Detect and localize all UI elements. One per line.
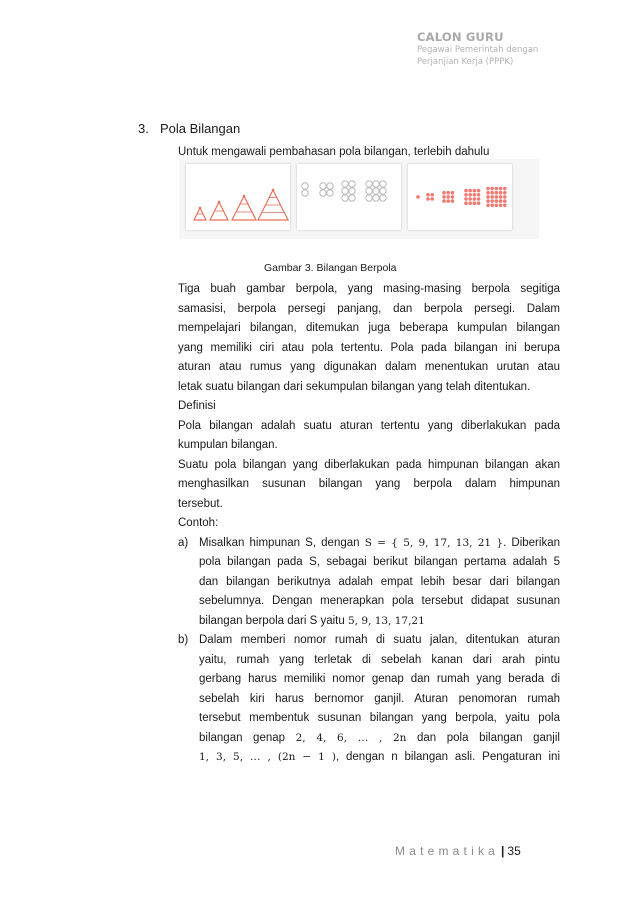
example-b-line: gerbang harus memiliki nomor genap dan rumah yang berada di xyxy=(199,673,560,685)
figure-caption: Gambar 3. Bilangan Berpola xyxy=(264,262,397,274)
triangle-pattern-image xyxy=(186,164,290,230)
text-span: genap xyxy=(253,731,286,744)
example-b-line xyxy=(178,748,560,768)
text-span: bilangan berpola dari S yaitu xyxy=(199,614,345,627)
definisi-label: Definisi xyxy=(178,400,216,412)
example-b-line xyxy=(178,729,560,749)
square-pattern-image xyxy=(408,164,512,230)
text-span: dengan xyxy=(346,751,385,763)
header-subtitle-line1: Pegawai Pemerintah dengan xyxy=(417,45,539,55)
text-span: bilangan xyxy=(404,751,448,763)
document-header xyxy=(417,30,617,68)
page-footer xyxy=(395,844,595,858)
example-a-line: sebelumnya. Dengan menerapkan pola tersebut didapat susunan xyxy=(199,595,560,607)
example-item-b xyxy=(178,631,560,768)
example-a-line: pola bilangan pada S, sebagai berikut bilangan pertama adalah 5 xyxy=(199,556,560,568)
header-subtitle-line2: Perjanjian Kerja (PPPK) xyxy=(417,57,514,67)
paragraph-line: menghasilkan susunan bilangan yang berpola dalam himpunan xyxy=(178,478,560,490)
text-span: . Diberikan xyxy=(503,536,560,549)
example-b-line: Dalam memberi nomor rumah di suatu jalan, ditentukan aturan xyxy=(199,634,560,646)
paragraph-1 xyxy=(178,280,560,397)
paragraph-line: aturan atau rumus yang digunakan dalam menentukan urutan atau xyxy=(178,361,560,373)
page-number: 35 xyxy=(507,844,521,858)
example-b-line: yaitu, rumah yang terletak di sebelah kanan dari arah pintu xyxy=(199,653,560,666)
text-span: n xyxy=(391,751,398,763)
math-odd-sequence: 1, 3, 5, … , (2n − 1 ) xyxy=(199,751,336,763)
paragraph-2 xyxy=(178,456,560,515)
definition-line: kumpulan bilangan. xyxy=(178,439,278,451)
footer-separator: | xyxy=(501,844,505,858)
text-span: pola xyxy=(446,731,469,744)
paragraph-line: tersebut. xyxy=(178,497,223,510)
example-a-line xyxy=(178,612,560,632)
section-heading xyxy=(138,121,240,136)
header-brand: CALON GURU xyxy=(417,30,504,44)
text-span: bilangan xyxy=(199,731,243,744)
body-text xyxy=(178,280,560,768)
paragraph-line: letak suatu bilangan dari sekumpulan bilangan yang telah ditentukan. xyxy=(178,380,531,393)
section-number: 3. xyxy=(138,121,149,136)
text-span: asli. xyxy=(454,751,476,763)
paragraph-line: mempelajari bilangan, ditemukan juga beberapa kumpulan bilangan xyxy=(178,322,560,334)
paragraph-line: samasisi, berpola persegi panjang, dan berpola persegi. Dalam xyxy=(178,302,560,315)
example-a-line xyxy=(178,534,560,554)
text-span: ini xyxy=(548,751,561,763)
example-b-line: tersebut membentuk susunan bilangan yang berpola, yaitu pola xyxy=(199,712,560,724)
math-sequence: 5, 9, 13, 17,21 xyxy=(347,614,425,627)
text-span: , xyxy=(335,751,340,763)
rectangle-pattern-image xyxy=(297,164,401,230)
text-span: ganjil xyxy=(533,731,560,744)
footer-subject: Matematika xyxy=(395,844,500,858)
text-span: bilangan xyxy=(479,731,523,744)
text-span: Misalkan himpunan S, dengan xyxy=(199,536,360,549)
example-b-line: sebelah kiri harus bernomor ganjil. Aturan penomoran rumah xyxy=(199,692,560,705)
example-a-line: dan bilangan berikutnya adalah empat lebih besar dari bilangan xyxy=(199,575,560,588)
definition-line: Pola bilangan adalah suatu aturan tertentu yang diberlakukan pada xyxy=(178,419,560,432)
text-span: dan xyxy=(417,731,437,744)
contoh-label: Contoh: xyxy=(178,517,219,529)
math-set-s: S = { 5, 9, 17, 13, 21 } xyxy=(364,536,504,549)
text-span: Pengaturan xyxy=(482,751,542,763)
definition-text xyxy=(178,417,560,456)
section-title: Pola Bilangan xyxy=(160,121,241,136)
example-item-a xyxy=(178,534,560,632)
list-label-a: a) xyxy=(178,536,189,549)
list-label-b: b) xyxy=(178,634,189,646)
figure-patterns xyxy=(179,159,539,239)
math-even-sequence: 2, 4, 6, … , 2n xyxy=(295,731,407,744)
intro-text: Untuk mengawali pembahasan pola bilangan, terlebih dahulu xyxy=(178,146,490,158)
paragraph-line: yang memiliki ciri atau pola tertentu. Pola pada bilangan ini berupa xyxy=(178,341,560,354)
paragraph-line: Tiga buah gambar berpola, yang masing-masing berpola segitiga xyxy=(178,283,560,295)
paragraph-line: Suatu pola bilangan yang diberlakukan pada himpunan bilangan akan xyxy=(178,458,560,471)
